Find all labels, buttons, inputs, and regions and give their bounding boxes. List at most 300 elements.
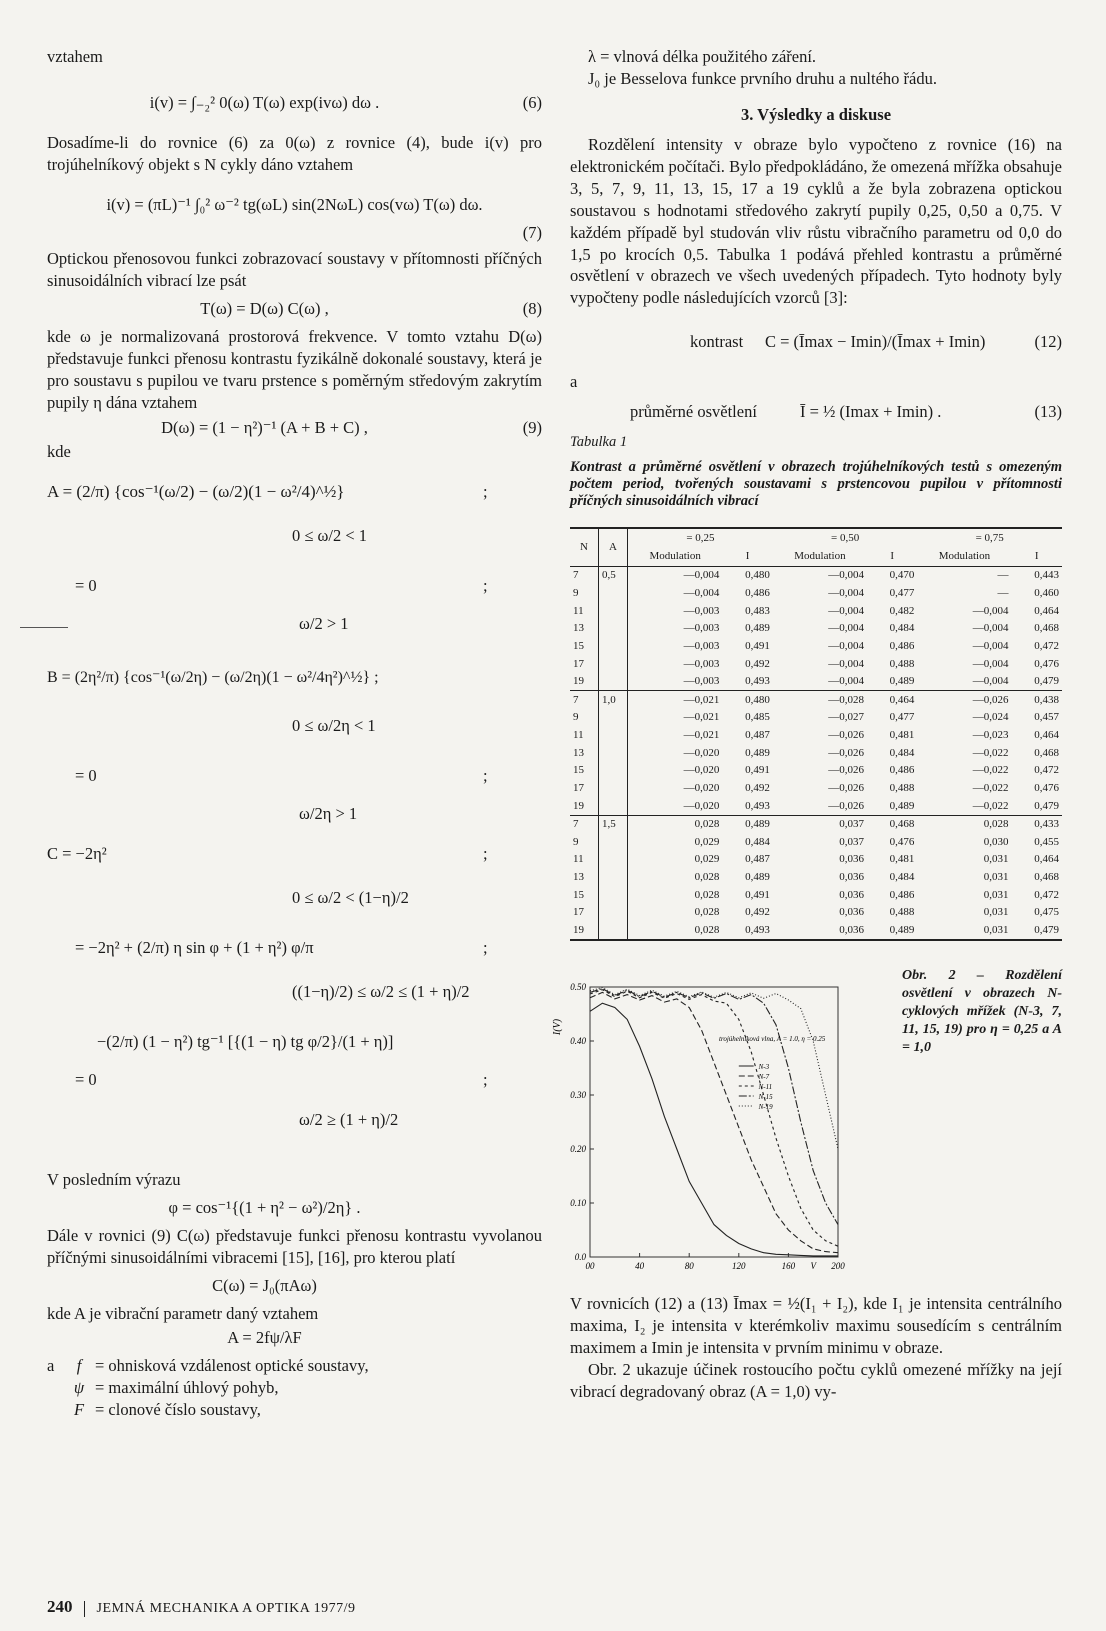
table-cell: —0,022 [972,746,1009,759]
table-header-N: N [570,528,599,567]
table-cell: 0,480 [722,691,772,709]
table-row [570,691,1062,709]
table-cell: 0,031 [983,888,1009,901]
paragraph-equations-explained: V rovnicích (12) a (13) Īmax = ½(I₁ + I₂), kde I₁ je intensita centrálního maxima, I₂ je intensita v kterémkoliv maximu sousedícím s centrálním maximem a Imin je intensita v prvním minimu v obraze. [570,1294,1062,1357]
semicolon-4: ; [483,844,488,864]
table-row [570,797,1062,815]
table-cell: 1,0 [599,691,628,709]
table-1 [570,527,1062,941]
table-cell: 11 [573,853,584,866]
table-header-modulation: Modulation [917,547,1011,566]
paragraph-1: Dosadíme-li do rovnice (6) za 0(ω) z rovnice (4), bude i(v) pro trojúhelníkový objekt s N cykly dáno vztahem [47,132,542,174]
x-tick-label: 160 [781,1261,796,1272]
table-cell: 0,037 [839,835,864,848]
table-cell: —0,004 [828,639,864,652]
paragraph-figure-discussion: Obr. 2 ukazuje účinek rostoucího počtu cyklů omezené mřížky na její vibrací degradovaný obraz (A = 1,0) vy- [570,1359,1062,1401]
definition-lambda: λ = vlnová délka použitého záření. [588,47,817,66]
table-cell [599,779,628,797]
table-cell: 0,488 [889,657,915,670]
equation-6-number: (6) [522,92,542,112]
equation-B: B = (2η²/π) {cos⁻¹(ω/2η) − (ω/2η)(1 − ω²/4η²)^½} ; [47,669,379,687]
table-cell: 0,484 [889,746,915,759]
table-cell: 0,443 [1012,566,1063,584]
table-cell: 0,488 [889,906,915,919]
table-cell: 0,464 [1034,729,1059,742]
piecewise-definitions [47,463,542,1163]
table-cell [599,620,628,638]
table-cell: —0,026 [828,746,864,759]
table-cell: 0,468 [1034,871,1059,884]
table-cell: 0,489 [745,871,770,884]
y-tick-label: 0.50 [570,982,586,993]
table-cell: 19 [573,799,584,812]
table-caption: Kontrast a průměrné osvětlení v obrazech trojúhelníkových testů s omezeným počtem period, tvořených soustavami s prstencovou pupilou v přítomnosti příčných sinusoidálních vibrací [570,458,1062,510]
table-cell: 0,028 [917,815,1011,833]
table-cell: —0,021 [628,727,723,745]
equation-A2 [47,1325,542,1355]
table-cell: —0,020 [628,797,723,815]
table-cell: 0,492 [745,781,770,794]
table-header-modulation: Modulation [773,547,867,566]
paragraph-6: kde A je vibrační parametr daný vztahem [47,1304,319,1324]
table-cell: —0,027 [828,711,864,724]
table-cell: 11 [573,604,584,617]
table-cell [599,727,628,745]
table-cell [599,655,628,673]
table-group-a15 [570,815,1062,940]
table-cell: 9 [573,711,579,724]
table-header-eta-1: = 0,25 [628,528,773,548]
table-cell: 0,492 [745,906,770,919]
table-cell: 0,468 [867,815,917,833]
equation-9-number: (9) [522,418,542,438]
x-tick-label: 00 [585,1261,595,1272]
table-header-I: I [867,547,917,566]
table-cell: 0,481 [889,853,915,866]
text-kde: kde [47,442,71,462]
table-cell: 0,433 [1012,815,1063,833]
table-header-I: I [722,547,772,566]
condition-C2: ((1−η)/2) ≤ ω/2 ≤ (1 + η)/2 [292,982,470,1002]
table-cell: 0,489 [889,675,915,688]
table-cell: 0,028 [628,869,723,887]
table-cell: —0,004 [628,585,723,603]
table-cell: 19 [570,921,599,940]
table-row [570,744,1062,762]
journal-name: JEMNÁ MECHANIKA A OPTIKA 1977/9 [96,1601,356,1616]
equation-C2: = −2η² + (2/π) η sin φ + (1 + η²) φ/π [75,938,314,958]
table-cell: —0,026 [828,729,864,742]
equation-A: A = (2/π) {cos⁻¹(ω/2) − (ω/2)(1 − ω²/4)^½} [47,482,345,502]
table-cell: —0,004 [828,622,864,635]
table-cell: 0,476 [889,835,915,848]
table-cell: 0,491 [745,639,770,652]
legend-label: N-7 [758,1073,770,1082]
table-cell: —0,003 [628,673,723,691]
table-cell [599,585,628,603]
definition-symbol: f [76,1356,82,1376]
table-cell: 0,455 [1034,835,1059,848]
table-cell [599,904,628,922]
table-row [570,833,1062,851]
table-row [570,851,1062,869]
table-cell: —0,004 [828,587,864,600]
table-cell: 0,028 [628,921,723,940]
table-cell: —0,004 [628,566,723,584]
page-number: 240 [47,1597,73,1616]
y-axis-label: I(V) [552,1019,563,1036]
y-tick-label: 0.20 [570,1144,586,1155]
definition-row [47,1355,542,1377]
equation-9-body: D(ω) = (1 − η²)⁻¹ (A + B + C) , [161,418,368,438]
page-footer [47,1596,355,1619]
table-cell: 0,470 [867,566,917,584]
x-tick-label: V [810,1261,816,1272]
table-cell: 0,457 [1034,711,1059,724]
table-cell [599,744,628,762]
table-cell: 0,489 [867,921,917,940]
equation-12-label: kontrast [690,332,744,352]
table-cell [599,797,628,815]
condition-C1: 0 ≤ ω/2 < (1−η)/2 [292,888,409,908]
table-cell: —0,021 [628,691,723,709]
table-cell: —0,004 [972,675,1009,688]
table-cell: 9 [573,835,579,848]
table-cell: —0,022 [972,799,1009,812]
table-cell: 0,489 [745,746,770,759]
table-cell: 0,472 [1034,888,1059,901]
table-row [570,921,1062,940]
table-cell: —0,004 [972,639,1009,652]
table-cell: —0,022 [972,764,1009,777]
equation-12-body: C = (Īmax − Imin)/(Īmax + Imin) [765,332,986,352]
table-row [570,602,1062,620]
legend-label: N-15 [758,1093,773,1102]
table-cell: 19 [573,675,584,688]
table-cell: 0,031 [983,871,1009,884]
equation-8 [47,292,542,326]
table-cell: —0,020 [628,762,723,780]
table-cell: 0,476 [1034,781,1059,794]
table-cell: —0,020 [628,744,723,762]
table-cell [599,637,628,655]
table-cell: 11 [573,729,584,742]
table-cell: 0,487 [745,729,770,742]
table-cell [599,886,628,904]
table-cell [599,851,628,869]
table-cell: 0,493 [722,921,772,940]
right-column [552,46,1062,1403]
table-cell: 0,031 [983,906,1009,919]
condition-B1: 0 ≤ ω/2η < 1 [292,716,376,736]
table-cell: —0,020 [628,779,723,797]
equation-13 [570,397,1062,431]
table-cell: 0,464 [1034,853,1059,866]
table-cell: 0,036 [773,921,867,940]
table-cell: —0,004 [972,622,1009,635]
condition-B2: ω/2η > 1 [299,804,358,824]
equation-13-body: Ī = ½ (Imax + Imin) . [800,402,942,422]
table-cell: 9 [573,587,579,600]
definition-symbol: F [73,1400,85,1419]
table-cell: 0,488 [889,781,915,794]
table-cell: 15 [573,888,584,901]
table-cell: 0,487 [745,853,770,866]
table-cell: 0,438 [1012,691,1063,709]
table-cell [599,762,628,780]
definition-row [47,1399,542,1421]
chart-frame [590,987,838,1257]
table-cell: 0,028 [628,904,723,922]
table-row [570,869,1062,887]
definition-prefix [47,1399,69,1421]
table-cell: 0,468 [1034,622,1059,635]
table-cell: 13 [573,622,584,635]
table-cell: —0,026 [828,764,864,777]
table-cell: 17 [573,781,584,794]
table-header-eta-2: = 0,50 [773,528,918,548]
text-a: a [570,372,578,392]
equation-7-body: i(v) = (πL)⁻¹ ∫₀² ω⁻² tg(ωL) sin(2NωL) cos(vω) T(ω) dω. [106,194,483,214]
table-label: Tabulka 1 [570,434,628,451]
table-cell: 0,480 [722,566,772,584]
table-cell: 0,493 [745,675,770,688]
table-cell: 0,031 [917,921,1011,940]
table-cell: —0,022 [972,781,1009,794]
table-cell: —0,021 [628,709,723,727]
equation-phi [47,1191,542,1225]
table-cell: 7 [570,566,599,584]
table-cell: 0,036 [839,853,864,866]
equation-A2-body: A = 2fψ/λF [227,1328,302,1348]
table-cell: 0,486 [745,587,770,600]
table-cell: 0,468 [1034,746,1059,759]
table-cell: 13 [573,746,584,759]
table-cell: —0,004 [972,657,1009,670]
y-tick-label: 0.0 [574,1252,586,1263]
table-row [570,620,1062,638]
table-row [570,585,1062,603]
definition-prefix: a [47,1356,55,1376]
semicolon-1: ; [483,482,488,502]
table-header-A: A [599,528,628,567]
table-cell: 0,479 [1034,799,1059,812]
table-cell: 15 [573,639,584,652]
table-cell: 0,491 [745,764,770,777]
legend-label: N-19 [758,1103,773,1112]
table-cell: 0,036 [839,888,864,901]
table-cell: 0,028 [628,886,723,904]
series-line-n-11 [590,990,838,1246]
table-cell: —0,003 [628,655,723,673]
definition-symbol: ψ [73,1378,85,1398]
table-cell: 0,479 [1012,921,1063,940]
equation-12-number: (12) [1034,332,1062,352]
definition-text: = maximální úhlový pohyb, [95,1378,279,1398]
definition-prefix [47,1377,69,1399]
table-cell: 0,486 [889,764,915,777]
table-cell [599,709,628,727]
table-row [570,673,1062,691]
definition-text: = clonové číslo soustavy, [95,1400,261,1419]
table-cell: 0,029 [628,851,723,869]
x-tick-label: 80 [684,1261,694,1272]
equation-6-body: i(v) = ∫₋₂² 0(ω) T(ω) exp(ivω) dω . [149,92,380,112]
series-line-n-7 [590,992,838,1252]
paragraph-2: Optickou přenosovou funkci zobrazovací soustavy v přítomnosti příčných sinusoidálních vibrací lze psát [47,248,542,290]
table-row [570,655,1062,673]
table-group-a10 [570,691,1062,815]
chart-annotation: trojúhelníková vlna, A = 1.0, η = 0.25 [718,1035,826,1044]
equation-zero-3: = 0 [75,1070,97,1090]
table-cell: 7 [570,815,599,833]
table-cell: 0,030 [983,835,1009,848]
margin-dash [20,627,68,628]
text-intro: vztahem [47,47,103,66]
x-tick-label: 200 [831,1261,845,1272]
semicolon-5: ; [483,938,488,958]
table-cell: —0,003 [628,620,723,638]
equation-8-body: T(ω) = D(ω) C(ω) , [200,298,329,318]
table-row [570,762,1062,780]
table-row [570,637,1062,655]
section-title: 3. Výsledky a diskuse [740,104,892,124]
table-cell: 0,486 [889,888,915,901]
footer-divider [84,1601,85,1617]
x-tick-label: 40 [635,1261,645,1272]
x-tick-label: 120 [732,1261,746,1272]
table-cell [599,673,628,691]
paragraph-4: V posledním výrazu [47,1170,181,1190]
table-cell: 0,482 [889,604,915,617]
table-cell [599,921,628,940]
y-tick-label: 0.30 [570,1090,586,1101]
table-cell [599,833,628,851]
table-cell: 0,477 [889,587,915,600]
table-cell: 0,029 [628,833,723,851]
table-cell: —0,004 [972,604,1009,617]
condition-C3: ω/2 ≥ (1 + η)/2 [299,1110,399,1130]
table-cell: —0,004 [773,566,867,584]
table-cell: 0,464 [867,691,917,709]
table-cell: 0,484 [889,622,915,635]
table-cell [599,602,628,620]
table-cell: — [917,566,1011,584]
y-tick-label: 0.40 [570,1036,586,1047]
paragraph-results: Rozdělení intensity v obraze bylo vypočteno z rovnice (16) na elektronickém počítači. Bylo předpokládáno, že omezená mřížka obsahuje 3, 5, 7, 9, 11, 13, 15, 17 a 19 cyklů a že byla zobrazena optickou soustavou s hodnotami středového zakrytí pupily 0,25, 0,50 a 0,75. V každém případě byl studován vliv růstu vibračního parametru od 0,0 do 1,5 po krocích 0,5. Tabulka 1 podává přehled kontrastu a průměrné osvětlení v obrazech ve všech uvedených případech. Tyto hodnoty byly vypočteny podle následujících vzorců [3]: [570,134,1062,308]
equation-13-number: (13) [1034,402,1062,422]
equation-13-label: průměrné osvětlení [630,402,757,422]
table-cell: 0,460 [1034,587,1059,600]
table-cell: 0,031 [983,853,1009,866]
semicolon-3: ; [483,766,488,786]
table-cell: —0,003 [628,637,723,655]
table-cell: —0,004 [828,675,864,688]
equation-Cw-body: C(ω) = J₀(πAω) [212,1276,317,1296]
series-line-n-19 [590,988,838,1150]
table-cell [599,869,628,887]
table-cell: 0,489 [889,799,915,812]
table-row [570,779,1062,797]
chart-figure-2 [548,967,848,1285]
table-cell: 0,492 [745,657,770,670]
table-cell: —0,026 [828,781,864,794]
table-cell: 13 [573,871,584,884]
definition-text: = ohnisková vzdálenost optické soustavy, [95,1356,369,1376]
table-cell: 0,493 [745,799,770,812]
equation-9 [47,413,542,441]
table-cell: 0,472 [1034,639,1059,652]
table-cell: 0,464 [1034,604,1059,617]
condition-A2: ω/2 > 1 [299,614,349,634]
equation-C: C = −2η² [47,844,107,864]
equation-12 [570,319,1062,371]
table-cell: 0,486 [889,639,915,652]
legend-label: N-3 [758,1063,770,1072]
definition-bessel: J₀ je Besselova funkce prvního druhu a nultého řádu. [588,68,937,88]
table-cell: 0,5 [599,566,628,584]
table-cell: 0,028 [628,815,723,833]
table-cell: 0,479 [1034,675,1059,688]
table-cell: —0,004 [828,657,864,670]
table-cell: —0,026 [828,799,864,812]
definition-row [47,1377,542,1399]
equation-zero-1: = 0 [75,576,97,596]
paragraph-3: kde ω je normalizovaná prostorová frekvence. V tomto vztahu D(ω) představuje funkci přenosu kontrastu fyzikálně dokonalé soustavy, která je pro soustavu s pupilou ve tvaru prstence s poměrným středovým zakrytím pupily η dána vztahem [47,326,542,412]
table-cell: —0,003 [628,602,723,620]
table-cell: 0,489 [722,815,772,833]
table-cell: 0,481 [889,729,915,742]
table-cell: 0,484 [889,871,915,884]
equation-phi-body: φ = cos⁻¹{(1 + η² − ω²)/2η} . [168,1198,361,1218]
table-row [570,886,1062,904]
table-cell: 1,5 [599,815,628,833]
table-row [570,709,1062,727]
left-column [47,46,542,1421]
condition-A1: 0 ≤ ω/2 < 1 [292,526,368,546]
table-cell: 0,475 [1034,906,1059,919]
equation-C3: −(2/π) (1 − η²) tg⁻¹ [{(1 − η) tg φ/2}/(1 + η)] [97,1032,394,1052]
table-cell: —0,026 [917,691,1011,709]
table-cell: —0,004 [828,604,864,617]
table-cell: 0,491 [745,888,770,901]
table-cell: 17 [573,657,584,670]
table-cell: 17 [573,906,584,919]
table-cell: 0,477 [889,711,915,724]
legend-label: N-11 [758,1083,773,1092]
table-row [570,904,1062,922]
table-cell: 15 [573,764,584,777]
table-cell: 0,036 [839,906,864,919]
table-row [570,566,1062,584]
table-row [570,727,1062,745]
table-cell: 0,472 [1034,764,1059,777]
table-cell: 0,484 [745,835,770,848]
definitions-list [47,1355,542,1421]
equation-6 [47,84,542,132]
table-row [570,815,1062,833]
semicolon-6: ; [483,1070,488,1090]
table-header-modulation: Modulation [628,547,723,566]
series-line-n-15 [590,989,838,1225]
equation-zero-2: = 0 [75,766,97,786]
table-header-eta-3: = 0,75 [917,528,1062,548]
table-header-I: I [1012,547,1063,566]
table-cell: 0,489 [745,622,770,635]
paragraph-5: Dále v rovnici (9) C(ω) představuje funkci přenosu kontrastu vyvolanou příčnými sinusoidálními vibracemi [15], [16], pro kterou platí [47,1226,542,1268]
equation-8-number: (8) [522,298,542,318]
y-tick-label: 0.10 [570,1198,586,1209]
